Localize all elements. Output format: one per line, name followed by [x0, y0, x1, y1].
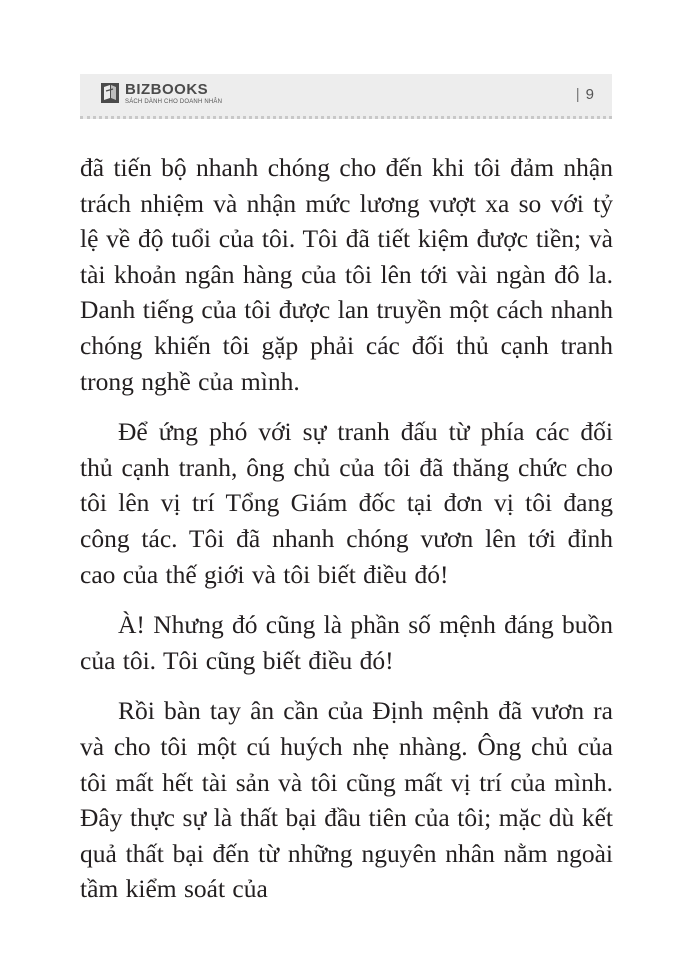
paragraph: Để ứng phó với sự tranh đấu từ phía các đối thủ cạnh tranh, ông chủ của tôi đã thăng chức cho tôi lên vị trí Tổng Giám đốc tại đơn vị tôi đang công tác. Tôi đã nhanh chóng vươn lên tới đỉnh cao của thế giới và tôi biết điều đó!	[80, 417, 613, 589]
paragraph: Rồi bàn tay ân cần của Định mệnh đã vươn ra và cho tôi một cú huých nhẹ nhàng. Ông chủ của tôi mất hết tài sản và tôi cũng mất vị trí của mình. Đây thực sự là thất bại đầu tiên của tôi; mặc dù kết quả thất bại đến từ những nguyên nhân nằm ngoài tầm kiểm soát của	[80, 696, 613, 904]
brand-name: BIZBOOKS	[125, 81, 209, 98]
page-separator: |	[575, 86, 580, 103]
paragraph: À! Nhưng đó cũng là phần số mệnh đáng buồn của tôi. Tôi cũng biết điều đó!	[80, 610, 613, 675]
brand-tagline: SÁCH DÀNH CHO DOANH NHÂN	[125, 99, 223, 105]
body-text	[80, 150, 613, 907]
running-header	[80, 74, 612, 119]
page-number-block	[576, 86, 594, 103]
publisher-logo	[100, 82, 222, 105]
paragraph: đã tiến bộ nhanh chóng cho đến khi tôi đảm nhận trách nhiệm và nhận mức lương vượt xa so với tỷ lệ về độ tuổi của tôi. Tôi đã tiết kiệm được tiền; và tài khoản ngân hàng của tôi lên tới vài ngàn đô la. Danh tiếng của tôi được lan truyền một cách nhanh chóng khiến tôi gặp phải các đối thủ cạnh tranh trong nghề của mình.	[80, 153, 613, 396]
page-number: 9	[585, 86, 594, 103]
bizbooks-logo-icon	[100, 82, 120, 104]
